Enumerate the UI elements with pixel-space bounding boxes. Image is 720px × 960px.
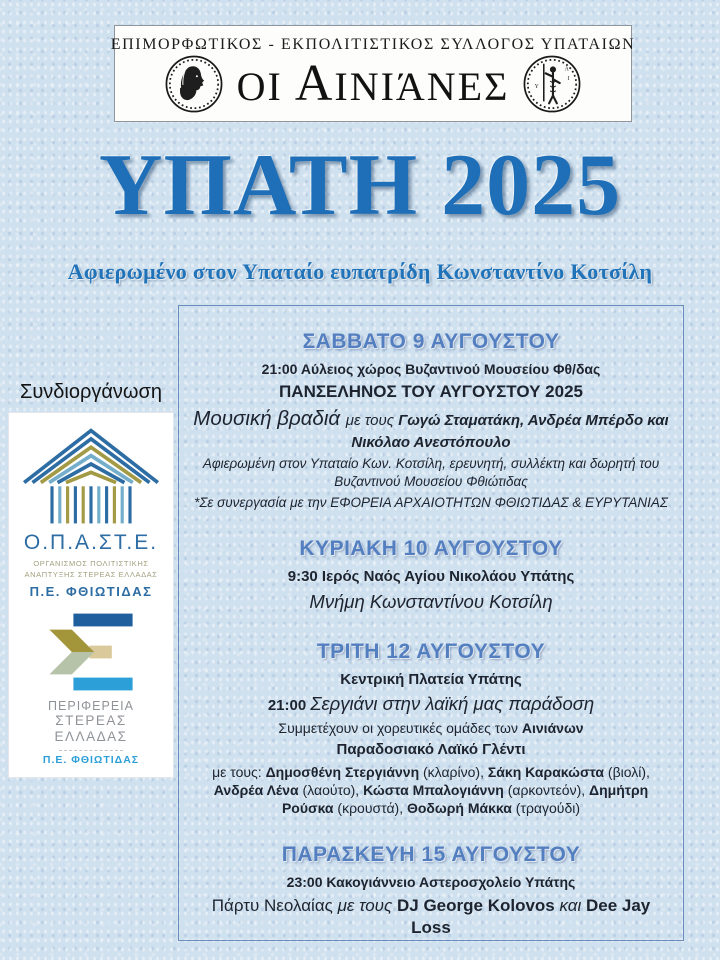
text-span: Αινιάνων — [521, 720, 584, 737]
schedule-line — [191, 455, 671, 490]
region-name-line1: ΠΕΡΙΦΕΡΕΙΑ — [48, 698, 134, 713]
text-span: με τους: — [212, 763, 266, 780]
day-header: ΚΥΡΙΑΚΗ 10 ΑΥΓΟΥΣΤΟΥ — [299, 537, 563, 561]
schedule-section — [191, 537, 671, 614]
text-span: Μουσική βραδιά — [193, 407, 346, 431]
text-span: και — [554, 895, 586, 915]
day-header: ΣΑΒΒΑΤΟ 9 ΑΥΓΟΥΣΤΟΥ — [302, 330, 560, 353]
schedule-section — [191, 843, 671, 938]
text-span: Ανδρέα Λένα — [213, 782, 303, 799]
day-header: ΤΡΙΤΗ 12 ΑΥΓΟΥΣΤΟΥ — [316, 639, 546, 663]
text-span: 23:00 Κακογιάννειο Αστεροσχολείο Υπάτης — [286, 874, 576, 891]
athena-standing-coin-icon — [523, 55, 581, 113]
opaste-unit: Π.Ε. ΦΘΙΩΤΙΔΑΣ — [29, 583, 153, 599]
text-span: ΠΑΝΣΕΛΗΝΟΣ ΤΟΥ ΑΥΓΟΥΣΤΟΥ 2025 — [279, 382, 583, 402]
text-span: Μνήμη Κωνσταντίνου Κοτσίλη — [309, 590, 553, 612]
schedule-sections — [191, 330, 671, 939]
schedule-section — [191, 330, 671, 511]
schedule-line — [191, 670, 671, 690]
text-span: Dee Jay Loss — [411, 895, 651, 937]
text-span: Δημοσθένη Στεργιάννη — [265, 763, 424, 780]
association-banner — [110, 25, 636, 122]
schedule-line — [191, 740, 671, 760]
text-span: Σεργιάνι στην λαϊκή μας παράδοση — [310, 693, 595, 715]
text-span: Σάκη Καρακώστα — [487, 763, 608, 780]
opaste-caption — [24, 558, 157, 581]
text-span: Θοδωρή Μάκκα — [406, 800, 516, 817]
schedule-section — [191, 640, 671, 818]
text-span: Αφιερωμένη στον Υπαταίο Κων. Κοτσίλη, ερευνητή, συλλέκτη και δωρητή του Βυζαντινού Μουσείου Φθιώτιδας — [202, 456, 660, 489]
region-name-line2: ΣΤΕΡΕΑΣ — [55, 712, 127, 728]
text-span: Κεντρική Πλατεία Υπάτης — [340, 670, 522, 688]
text-span: 21:00 Αύλειος χώρος Βυζαντινού Μουσείου Φθ/δας — [261, 361, 601, 377]
text-span: με τους — [337, 895, 397, 915]
text-span: (αρκοντεόν), — [507, 782, 590, 799]
text-span: (κλαρίνο), — [423, 763, 488, 780]
opaste-caption-line2: ΑΝΑΠΤΥΞΗΣ ΣΤΕΡΕΑΣ ΕΛΛΑΔΑΣ — [24, 570, 158, 580]
schedule-line — [191, 763, 671, 818]
text-span: Συμμετέχουν οι χορευτικές ομάδες των — [278, 720, 522, 737]
text-span: με τους — [345, 412, 399, 430]
text-span: (κρουστά), — [337, 800, 407, 817]
text-span: Γωγώ Σταματάκη, Ανδρέα Μπέρδο και Νικόλαο Ανεστόπουλο — [351, 412, 669, 451]
text-span: (βιολί), — [607, 763, 650, 780]
text-span: (τραγούδι) — [515, 800, 581, 817]
schedule-panel — [178, 305, 684, 941]
association-name: ΕΠΙΜΟΡΦΩΤΙΚΟΣ - ΕΚΠΟΛΙΤΙΣΤΙΚΟΣ ΣΥΛΛΟΓΟΣ ΥΠΑΤΑΙΩΝ — [110, 36, 636, 53]
text-span: Δημήτρη Ρούσκα — [281, 782, 649, 817]
schedule-line — [191, 719, 671, 737]
club-name-prefix: ΟΙ — [236, 64, 295, 109]
schedule-line — [191, 381, 671, 403]
club-name — [236, 55, 510, 112]
svg-text:Ι: Ι — [567, 76, 570, 83]
schedule-line — [191, 406, 671, 452]
text-span: 9:30 Ιερός Ναός Αγίου Νικολάου Υπάτης — [287, 568, 575, 586]
schedule-line — [191, 567, 671, 587]
zeus-profile-coin-icon — [165, 55, 223, 113]
region-sigma-logo — [43, 611, 139, 693]
text-span: 21:00 — [267, 697, 311, 715]
svg-text:Υ: Υ — [534, 83, 540, 90]
region-divider — [59, 750, 123, 751]
text-span: *Σε συνεργασία με την ΕΦΟΡΕΙΑ ΑΡΧΑΙΟΤΗΤΩΝ ΦΘΙΩΤΙΔΑΣ & ΕΥΡΥΤΑΝΙΑΣ — [194, 494, 668, 510]
region-name-line3: ΕΛΛΑΔΑΣ — [54, 729, 128, 745]
text-span: Πάρτυ Νεολαίας — [211, 895, 338, 915]
page-title: ΥΠΑΤΗ 2025 — [98, 137, 622, 234]
text-span: Κώστα Μπαλογιάννη — [363, 782, 508, 799]
opaste-caption-line1: ΟΡΓΑΝΙΣΜΟΣ ΠΟΛΙΤΙΣΤΙΚΗΣ — [33, 559, 149, 568]
svg-text:Α: Α — [564, 66, 570, 73]
schedule-line — [191, 590, 671, 614]
text-span: Παραδοσιακό Λαϊκό Γλέντι — [336, 741, 526, 759]
coorganizers-label: Συνδιοργάνωση — [19, 381, 163, 403]
schedule-line — [191, 895, 671, 939]
text-span: DJ George Kolovos — [397, 895, 555, 915]
opaste-chevron-logo — [21, 425, 161, 529]
schedule-line — [191, 873, 671, 891]
day-header: ΠΑΡΑΣΚΕΥΗ 15 ΑΥΓΟΥΣΤΟΥ — [281, 843, 581, 867]
region-unit: Π.Ε. ΦΘΙΩΤΙΔΑΣ — [42, 754, 140, 767]
schedule-line — [191, 692, 671, 716]
opaste-acronym: Ο.Π.Α.ΣΤ.Ε. — [23, 531, 159, 554]
schedule-line — [191, 360, 671, 378]
club-name-rest: ΙΝΙΆΝΕΣ — [334, 64, 510, 109]
club-name-initial: Α — [294, 55, 335, 112]
text-span: (λαούτο), — [302, 782, 364, 799]
coorganizers-logos-box — [8, 412, 174, 778]
dedication-subtitle: Αφιερωμένο στον Υπαταίο ευπατρίδη Κωνσταντίνο Κοτσίλη — [67, 259, 653, 284]
schedule-line — [191, 494, 671, 512]
club-name-row — [165, 55, 582, 113]
